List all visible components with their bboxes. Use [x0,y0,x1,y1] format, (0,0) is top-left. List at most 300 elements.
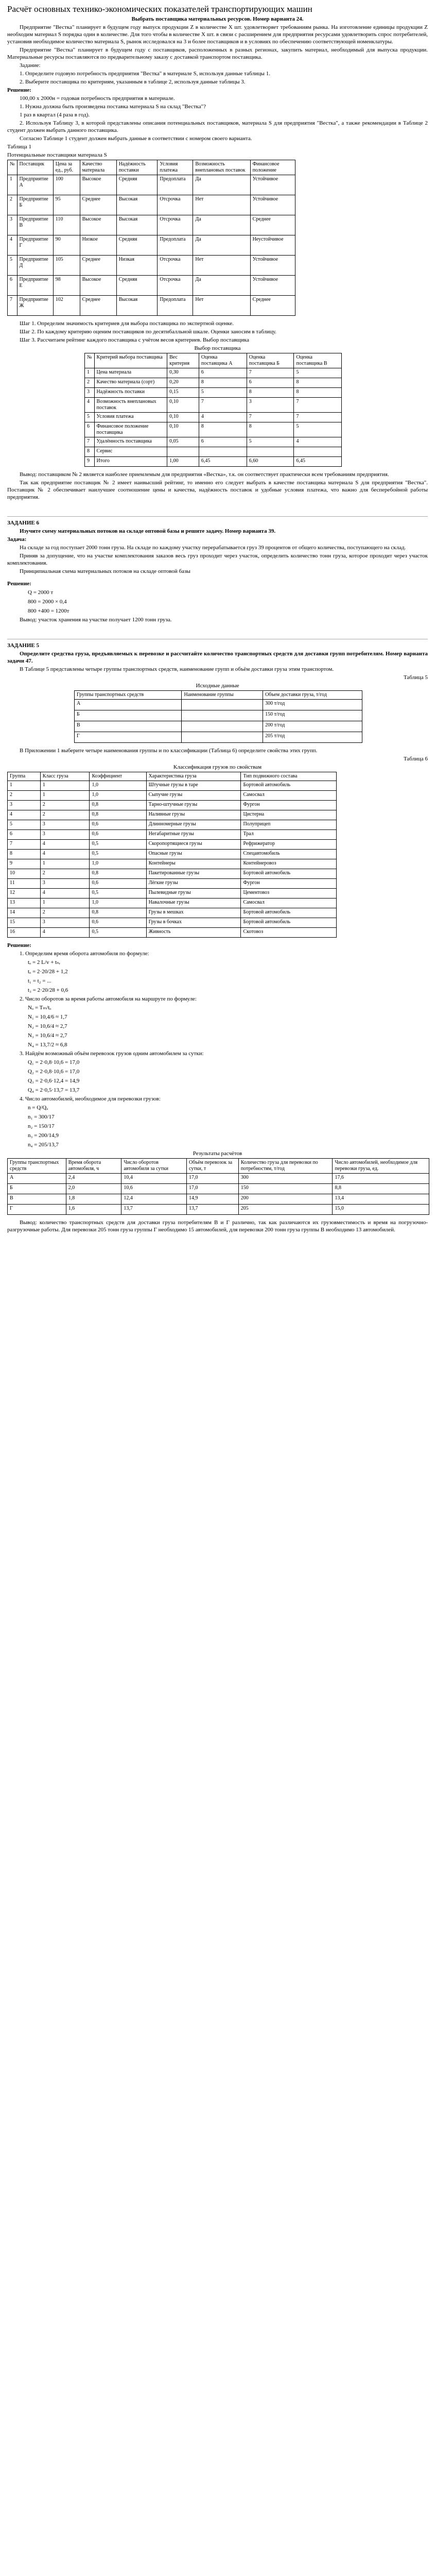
suppliers-table-cell: 110 [53,215,80,235]
supplier-choice-table-cell [199,447,247,457]
results-title: Результаты расчётов [193,1150,242,1157]
table-row [8,1184,429,1194]
table-row [8,276,295,296]
supplier-choice-table-cell: 3 [85,388,95,398]
table-row [85,457,342,467]
supplier-choice-table-header: Оценка поставщика А [199,353,247,368]
task1-conclusion: Так как предприятие поставщик № 2 имеет наивысший рейтинг, то именно его следует выбрать в качестве поставщика материала S для предприятия "Вестка". Поставщик № 2 обеспечивает наилучшее соотношение цены и качества, надёжность поставок и удобные условия платежа, что важно для бесперебойной работы предприятия. [7,480,428,500]
classification-table-cell: Рефрижератор [241,840,337,850]
table-row [8,235,295,256]
classification-table-cell: Тарно-штучные грузы [146,801,241,810]
table-row [85,422,342,437]
classification-table-cell: Длинномерные грузы [146,820,241,830]
suppliers-table-cell: Высокая [116,296,158,316]
task3-heading: ЗАДАНИЕ 5 [7,642,39,649]
supplier-choice-table-header: Критерий выбора поставщика [94,353,167,368]
task3-step: 2. Число оборотов за время работы автомобиля на маршруте по формуле: [20,996,197,1002]
formula-line: n₄ = 205/13,7 [28,1142,59,1148]
table-row [8,918,337,928]
table-row [8,175,295,195]
classification-table-header: Коэффициент [90,772,146,781]
task1-step: Шаг 1. Определим значимость критериев для выбора поставщика по экспертной оценке. [20,320,234,327]
classification-table-header: Тип подвижного состава [241,772,337,781]
supplier-choice-table-cell: 8 [294,388,342,398]
supplier-choice-table-header: Вес критерия [167,353,199,368]
supplier-choice-table-cell: 5 [199,388,247,398]
suppliers-table-cell: Высокая [116,215,158,235]
classification-table-cell: Скоропортящиеся грузы [146,840,241,850]
supplier-choice-table-cell: 0,10 [167,422,199,437]
supplier-choice-table-cell: 5 [85,413,95,422]
classification-table-cell: 4 [40,840,90,850]
table-row [75,710,362,721]
results-table-cell: 14,9 [187,1194,239,1205]
task2-heading: ЗАДАНИЕ 6 [7,520,39,526]
supplier-choice-table-cell: 7 [199,398,247,413]
supplier-choice-table-cell: 7 [247,368,294,378]
classification-table-cell: 0,6 [90,830,146,840]
suppliers-table-cell: 90 [53,235,80,256]
suppliers-table-cell: Нет [193,256,250,276]
suppliers-table-cell: Средняя [116,276,158,296]
suppliers-table-cell: 3 [8,215,18,235]
source-data-table-cell [182,710,263,721]
task3-step: 3. Найдём возможный объём перевозок грузов одним автомобилем за сутки: [20,1050,204,1057]
results-table-cell: 1,8 [66,1194,121,1205]
task2-solution-label: Решение: [7,581,31,587]
suppliers-table-cell: Отсрочка [158,276,193,296]
source-data-table-cell: 300 т/год [263,700,362,710]
task1-paragraph: Задание: [20,62,41,69]
supplier-choice-table-cell: 6,60 [247,457,294,467]
classification-table-cell: Фургон [241,801,337,810]
suppliers-table-header: Поставщик [17,160,53,175]
suppliers-table-cell: 105 [53,256,80,276]
task2-formula: 800 = 2000 × 0,4 [28,599,67,605]
source-data-table-cell: 150 т/год [263,710,362,721]
table-row [8,869,337,879]
classification-table-cell: 3 [40,820,90,830]
suppliers-table-cell: Предоплата [158,175,193,195]
classification-table-cell: 6 [8,830,41,840]
suppliers-table-header: № [8,160,18,175]
task3-step: 1. Определим время оборота автомобиля по формуле: [20,951,149,957]
formula-line: N₄ = 13,7/2 ≈ 6,8 [28,1042,67,1048]
supplier-choice-table-cell: Надёжность поставки [94,388,167,398]
results-table-header: Количество груза для перевозки по потребностям, т/год [238,1159,333,1174]
classification-table-cell: Самосвал [241,899,337,908]
results-table-cell: 12,4 [121,1194,187,1205]
table-row [75,732,362,743]
classification-table-cell: Пакетированные грузы [146,869,241,879]
source-data-table-cell [182,721,263,732]
task1-paragraph: Предприятие "Вестка" планирует в будущем году с поставщиков, расположенных в разных регионах, закупить материал, необходимый для выпуска продукции. Материальные ресурсы поставляются по предварительному заказу с доставкой транспортом поставщика. [7,47,428,60]
formula-line: Q₁ = 2·0,8·10,6 = 17,0 [28,1059,80,1065]
classification-table-cell: Лёгкие грузы [146,879,241,889]
suppliers-table-cell: Отсрочка [158,215,193,235]
suppliers-table-cell: Устойчивое [250,256,295,276]
table1-caption: Таблица 1 [7,144,32,150]
classification-table-cell: 8 [8,850,41,859]
supplier-choice-table-cell: 0,15 [167,388,199,398]
classification-table-cell: 1 [40,781,90,791]
supplier-choice-table-header: Оценка поставщика Б [247,353,294,368]
table5-subcaption: Исходные данные [196,683,239,689]
suppliers-table [7,160,295,316]
suppliers-table-cell: Среднее [250,215,295,235]
classification-table-cell: Контейнеры [146,859,241,869]
classification-table-cell: 3 [8,801,41,810]
classification-table-cell: Грузы в бочках [146,918,241,928]
suppliers-table-cell: 4 [8,235,18,256]
suppliers-table-cell: Да [193,215,250,235]
task2-formula: 800 +400 = 1200т [28,608,69,614]
table-row [8,801,337,810]
source-data-table-header: Группы транспортных средств [75,691,182,700]
table-row [85,388,342,398]
table-row [8,256,295,276]
suppliers-table-header: Условия платежа [158,160,193,175]
results-table-cell: 10,4 [121,1174,187,1184]
classification-table-cell: Фургон [241,879,337,889]
supplier-choice-table-cell: 8 [199,422,247,437]
supplier-choice-table-cell: 6,45 [199,457,247,467]
suppliers-table-header: Финансовое положение [250,160,295,175]
classification-table-cell: 0,8 [90,908,146,918]
table-row [8,1174,429,1184]
supplier-choice-table-cell: 4 [294,437,342,447]
table-row [85,368,342,378]
suppliers-table-cell: 95 [53,195,80,215]
results-table-cell: 15,0 [333,1205,429,1215]
table-row [8,899,337,908]
suppliers-table-cell: Нет [193,296,250,316]
task1-solution-line: 1 раз в квартал (4 раза в год). [20,112,90,118]
formula-line: n = Q/Qₐ [28,1105,48,1111]
suppliers-table-cell: 5 [8,256,18,276]
task1-solution-line: Согласно Таблице 1 студент должен выбрать данные в соответствии с номером своего варианта. [20,135,252,142]
classification-table-cell: Сыпучие грузы [146,791,241,801]
table-row [8,889,337,899]
formula-line: t₁ = t₂ = ... [28,978,51,984]
formula-line: Q₂ = 2·0,8·10,6 = 17,0 [28,1069,80,1075]
results-table-header: Число автомобилей, необходимое для перевозки груза, ед. [333,1159,429,1174]
table-row [8,296,295,316]
classification-table-cell: Бортовой автомобиль [241,918,337,928]
classification-table-cell: Контейнеровоз [241,859,337,869]
table-row [8,928,337,938]
supplier-choice-table-cell [167,447,199,457]
table-row [75,700,362,710]
classification-table-cell: 0,8 [90,801,146,810]
supplier-choice-table-cell: 4 [85,398,95,413]
supplier-choice-table-cell: Возможность внеплановых поставок [94,398,167,413]
suppliers-table-cell: 1 [8,175,18,195]
supplier-choice-table-cell: 3 [247,398,294,413]
results-table-cell: Г [8,1205,66,1215]
table-row [8,879,337,889]
task1-solution-line: 1. Нужна должна быть произведена поставка материала S на склад "Вестка"? [20,104,206,110]
classification-table-cell: Штучные грузы в таре [146,781,241,791]
suppliers-table-cell: Да [193,235,250,256]
task1-paragraph: 1. Определите годовую потребность предприятия "Вестка" в материале S, используя данные таблицы 1. [20,71,270,77]
classification-table-cell: 2 [40,908,90,918]
suppliers-table-cell: Предприятие В [17,215,53,235]
task3-solution-label: Решение: [7,942,31,948]
suppliers-table-cell: Предприятие Г [17,235,53,256]
classification-table-cell: 1,0 [90,781,146,791]
task2-conclusion: Вывод: участок хранения на участке получает 1200 тонн груза. [20,617,172,623]
source-data-table-cell: Г [75,732,182,743]
source-data-table-cell [182,732,263,743]
classification-table-cell: 7 [8,840,41,850]
supplier-choice-table-cell [247,447,294,457]
classification-table-cell: Цистерна [241,810,337,820]
supplier-choice-table-cell: 5 [294,422,342,437]
table2-title: Выбор поставщика [194,345,241,351]
results-table-cell: 13,7 [187,1205,239,1215]
source-data-table-cell: 205 т/год [263,732,362,743]
formula-line: N₁ = 10,4/6 ≈ 1,7 [28,1014,67,1020]
classification-table-cell: Живность [146,928,241,938]
classification-table-cell: 16 [8,928,41,938]
formula-line: Q₃ = 2·0,6·12,4 = 14,9 [28,1078,80,1084]
source-data-table-cell: Б [75,710,182,721]
suppliers-table-cell: Высокое [80,175,116,195]
formula-line: N₂ = 10,6/4 ≈ 2,7 [28,1023,67,1029]
suppliers-table-header: Возможность внеплановых поставок [193,160,250,175]
supplier-choice-table-cell: Удалённость поставщика [94,437,167,447]
classification-table-cell: 1 [40,791,90,801]
classification-table-cell: Грузы в мешках [146,908,241,918]
supplier-choice-table-cell: 1,00 [167,457,199,467]
suppliers-table-cell: 2 [8,195,18,215]
suppliers-table-header: Цена за ед., руб. [53,160,80,175]
suppliers-table-cell: Средняя [116,175,158,195]
suppliers-table-cell: Высокое [80,276,116,296]
classification-table-cell: 2 [40,869,90,879]
supplier-choice-table-cell: 7 [294,398,342,413]
task2-paragraph: На складе за год поступает 2000 тонн груза. На складе по каждому участку перерабатывается груз 39 процентов от общего количества, поступающего на склад. [20,545,406,551]
table-row [8,215,295,235]
supplier-choice-table-cell: 8 [294,378,342,388]
task1-solution-label: Решение: [7,87,31,93]
suppliers-table-cell: Средняя [116,235,158,256]
classification-table-cell: Негабаритные грузы [146,830,241,840]
supplier-choice-table-cell: 9 [85,457,95,467]
classification-table-cell: 0,5 [90,840,146,850]
supplier-choice-table-cell: 5 [294,368,342,378]
table-row [85,413,342,422]
suppliers-table-cell: Да [193,276,250,296]
classification-table-cell: 2 [8,791,41,801]
results-table-header: Число оборотов автомобиля за сутки [121,1159,187,1174]
task1-conclusion: Вывод: поставщиком № 2 является наиболее приемлемым для предприятия «Вестка», т.к. он соответствует практически всем требованиям предприятия. [20,471,389,478]
task3-paragraph: В Приложении 1 выберите четыре наименования группы и по классификации (Таблица 6) определите свойства этих групп. [20,748,318,754]
supplier-choice-table-cell: 8 [85,447,95,457]
task2-task-label: Задача: [7,536,27,543]
classification-table-cell: 1,0 [90,791,146,801]
results-table-cell: 2,4 [66,1174,121,1184]
classification-table-cell: Скотовоз [241,928,337,938]
classification-table-cell: Опасные грузы [146,850,241,859]
supplier-choice-table-cell: 0,05 [167,437,199,447]
suppliers-table-cell: Среднее [250,296,295,316]
task3-paragraph: В Таблице 5 представлены четыре группы транспортных средств, наименование групп и объём доставки груза этим транспортом. [20,666,334,672]
task1-solution-line: 2. Используя Таблицу 3, в которой представлены описания потенциальных поставщиков, материала S для предприятия "Вестка", а также рекомендации в Таблице 2 студент должен выбрать данного поставщика. [7,120,428,133]
table-row [8,820,337,830]
results-table-cell: 17,6 [333,1174,429,1184]
classification-table-cell: 0,6 [90,918,146,928]
task3-step: 4. Число автомобилей, необходимое для перевозки грузов: [20,1096,161,1102]
supplier-choice-table [84,353,342,467]
supplier-choice-table-cell: 8 [247,422,294,437]
page-title: Расчёт основных технико-экономических показателей транспортирующих машин [7,4,312,14]
source-data-table-cell: В [75,721,182,732]
source-data-table-cell: 200 т/год [263,721,362,732]
suppliers-table-cell: Предприятие Ж [17,296,53,316]
suppliers-table-cell: Высокая [116,195,158,215]
suppliers-table-cell: Нет [193,195,250,215]
supplier-choice-table-cell: 0,10 [167,398,199,413]
classification-table-cell: 10 [8,869,41,879]
source-data-table-cell [182,700,263,710]
table-row [85,378,342,388]
suppliers-table-cell: Отсрочка [158,195,193,215]
classification-table-cell: Наливные грузы [146,810,241,820]
supplier-choice-table-cell: Итого [94,457,167,467]
task1-paragraph: 2. Выберите поставщика по критериям, указанным в таблице 2, используя данные таблицы 3. [20,79,246,85]
suppliers-table-cell: Предоплата [158,296,193,316]
table6-caption: Таблица 6 [403,756,428,762]
results-table-cell: 10,6 [121,1184,187,1194]
classification-table-cell: 5 [8,820,41,830]
results-table-cell: 8,8 [333,1184,429,1194]
supplier-choice-table-cell: 0,10 [167,413,199,422]
suppliers-table-cell: 100 [53,175,80,195]
suppliers-table-header: Качество материала [80,160,116,175]
classification-table-cell: 13 [8,899,41,908]
suppliers-table-cell: Низкая [116,256,158,276]
results-table-header: Группы транспортных средств [8,1159,66,1174]
source-data-table-header: Объем доставки груза, т/год [263,691,362,700]
classification-table-cell: 12 [8,889,41,899]
classification-table-cell: 4 [40,889,90,899]
classification-table-cell: Трал [241,830,337,840]
suppliers-table-cell: 102 [53,296,80,316]
suppliers-table-cell: Отсрочка [158,256,193,276]
task2-paragraph: Приняв за допущение, что на участке комплектования заказов весь груз проходит через участок, определить количество тонн груза, которое проходит через участок комплектования. [7,553,428,566]
supplier-choice-table-cell: 6 [85,422,95,437]
supplier-choice-table-cell: 7 [247,413,294,422]
classification-table-cell: 0,8 [90,869,146,879]
suppliers-table-cell: Устойчивое [250,195,295,215]
results-table-cell: 205 [238,1205,333,1215]
supplier-choice-table-cell: 1 [85,368,95,378]
classification-table-cell: 14 [8,908,41,918]
table-row [8,195,295,215]
task1-step: Шаг 3. Рассчитаем рейтинг каждого поставщика с учётом весов критериев. Выбор поставщика [20,337,249,343]
supplier-choice-table-cell: Цена материала [94,368,167,378]
suppliers-table-cell: Среднее [80,256,116,276]
table6-subcaption: Классификация грузов по свойствам [173,764,262,770]
classification-table-header: Группа [8,772,41,781]
classification-table-cell: Бортовой автомобиль [241,869,337,879]
supplier-choice-table-cell: 6 [247,378,294,388]
results-table-cell: Б [8,1184,66,1194]
classification-table-cell: 4 [40,928,90,938]
suppliers-table-cell: Устойчивое [250,276,295,296]
results-table-cell: 17,0 [187,1174,239,1184]
formula-line: n₂ = 150/17 [28,1123,55,1129]
supplier-choice-table-cell: 7 [294,413,342,422]
supplier-choice-table-cell: 6,45 [294,457,342,467]
task1-step: Шаг 2. По каждому критерию оценим поставщиков по десятибалльной шкале. Оценки заносим в таблицу. [20,329,276,335]
formula-line: N₃ = 10,6/4 ≈ 2,7 [28,1032,67,1039]
supplier-choice-table-cell: 6 [199,437,247,447]
suppliers-table-cell: Среднее [80,195,116,215]
suppliers-table-header: Надёжность поставки [116,160,158,175]
suppliers-table-cell: Устойчивое [250,175,295,195]
classification-table-cell: 15 [8,918,41,928]
results-table-cell: 200 [238,1194,333,1205]
supplier-choice-table-cell [294,447,342,457]
suppliers-table-cell: 98 [53,276,80,296]
table-row [8,830,337,840]
supplier-choice-table-cell: 6 [199,368,247,378]
table-row [85,447,342,457]
classification-table-cell: 0,6 [90,820,146,830]
schema-caption: Принципиальная схема материальных потоков на складе оптовой базы [20,568,190,574]
table-row [8,791,337,801]
suppliers-table-cell: 6 [8,276,18,296]
classification-table-cell: 1,0 [90,899,146,908]
classification-table-cell: 1 [40,899,90,908]
formula-line: n₃ = 200/14,9 [28,1132,59,1139]
suppliers-table-cell: Высокое [80,215,116,235]
table-row [8,781,337,791]
classification-table-cell: 0,5 [90,850,146,859]
results-table-header: Время оборота автомобиля, ч [66,1159,121,1174]
results-table-cell: 17,0 [187,1184,239,1194]
task3-intro: Определите средства груза, предъявляемых к перевозке и рассчитайте количество транспортных средств для доставки групп потребителям. Номер варианта задачи 47. [7,651,428,664]
classification-table-cell: 1 [8,781,41,791]
supplier-choice-table-cell: 4 [199,413,247,422]
formula-line: t₃ = 2·20/28 + 0,6 [28,987,68,993]
results-table-cell: 1,6 [66,1205,121,1215]
table-row [8,810,337,820]
supplier-choice-table-cell: 8 [247,388,294,398]
task3-conclusion: Вывод: количество транспортных средств для доставки груза потребителям В и Г различно, так как различаются их грузовместимость и время на погрузочно-разгрузочные работы. Для перевозки 205 тонн груза группы Г необходимо 15 автомобилей, для перевозки 200 тонн груза группы В необходимо 13 автомобилей. [7,1219,428,1233]
formula-line: n₁ = 300/17 [28,1114,55,1120]
classification-table-cell: 9 [8,859,41,869]
table-row [8,1194,429,1205]
table-row [8,1205,429,1215]
results-table-header: Объём перевозок за сутки, т [187,1159,239,1174]
table1-subcaption: Потенциальные поставщики материала S [7,152,107,158]
classification-table-cell: 4 [8,810,41,820]
suppliers-table-cell: Неустойчивое [250,235,295,256]
supplier-choice-table-cell: Качество материала (сорт) [94,378,167,388]
suppliers-table-cell: Предприятие Е [17,276,53,296]
results-table-cell: 13,7 [121,1205,187,1215]
supplier-choice-table-cell: 0,30 [167,368,199,378]
suppliers-table-cell: Да [193,175,250,195]
table-row [8,908,337,918]
classification-table-cell: Спецавтомобиль [241,850,337,859]
table5-caption: Таблица 5 [403,674,428,681]
classification-table-cell: 3 [40,830,90,840]
